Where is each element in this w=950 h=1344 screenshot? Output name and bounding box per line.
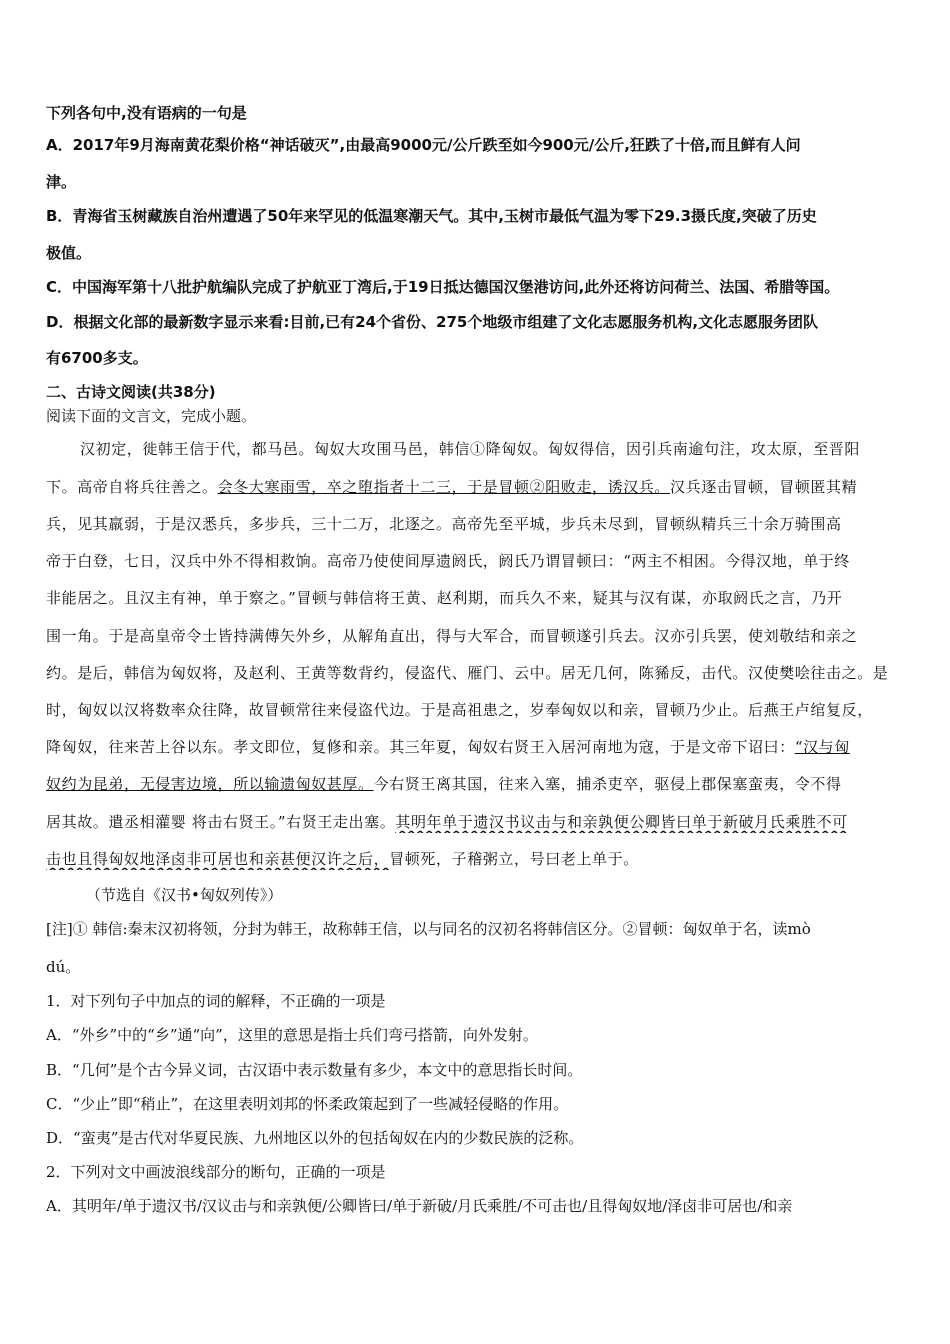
option-a-line1: A．2017年9月海南黄花梨价格“神话破灭”,由最高9000元/公斤跌至如今900元/公斤,狂跌了十倍,而且鲜有人问 bbox=[46, 136, 801, 154]
passage-line-11 bbox=[46, 811, 908, 833]
question-1-option-b: B．“几何”是个古今异义词，古汉语中表示数量有多少，本文中的意思指长时间。 bbox=[46, 1061, 583, 1079]
note-line-2: dú。 bbox=[46, 958, 81, 976]
option-b-line1: B．青海省玉树藏族自治州遭遇了50年来罕见的低温寒潮天气。其中,玉树市最低气温为零下29.3摄氏度,突破了历史 bbox=[46, 207, 817, 225]
wavy-line-text-cont: 击也且得匈奴地泽卤非可居也和亲甚便汉许之后， bbox=[46, 850, 390, 868]
question-1-option-c: C．“少止”即“稍止”，在这里表明刘邦的怀柔政策起到了一些减轻侵略的作用。 bbox=[46, 1095, 569, 1113]
option-a-line2: 津。 bbox=[46, 173, 77, 191]
underlined-sentence-1: 会冬大寒雨雪，卒之堕指者十二三，于是冒顿②阳败走，诱汉兵。 bbox=[217, 478, 671, 496]
section-intro: 阅读下面的文言文，完成小题。 bbox=[46, 407, 257, 425]
question-1-option-d: D．“蛮夷”是古代对华夏民族、九州地区以外的包括匈奴在内的少数民族的泛称。 bbox=[46, 1129, 584, 1147]
question-1-stem: 1．对下列句子中加点的词的解释，不正确的一项是 bbox=[46, 992, 386, 1010]
q-grammar-stem: 下列各句中,没有语病的一句是 bbox=[46, 104, 247, 122]
underlined-sentence-2: “汉与匈 bbox=[794, 738, 850, 756]
section-heading: 二、古诗文阅读(共38分) bbox=[46, 383, 216, 401]
passage-line-10 bbox=[46, 773, 908, 795]
passage-line-2 bbox=[46, 476, 908, 498]
option-d-line2: 有6700多支。 bbox=[46, 349, 148, 367]
passage-line-6: 围一角。于是高皇帝令士皆持满傅矢外乡，从解角直出，得与大军合，而冒顿遂引兵去。汉亦引兵罢，使刘敬结和亲之 bbox=[46, 627, 858, 645]
passage-line-5: 非能居之。且汉主有神，单于察之。”冒顿与韩信将王黄、赵利期，而兵久不来，疑其与汉有谋，亦取阏氏之言，乃开 bbox=[46, 589, 843, 607]
question-2-option-a: A．其明年/单于遗汉书/汉议击与和亲孰便/公卿皆曰/单于新破/月氏乘胜/不可击也/且得匈奴地/泽卤非可居也/和亲 bbox=[46, 1197, 793, 1215]
wavy-line-text: 其明年单于遗汉书议击与和亲孰便公卿皆曰单于新破月氏乘胜不可 bbox=[395, 813, 848, 831]
note-line-1: [注]① 韩信:秦末汉初将领，分封为韩王，故称韩王信，以与同名的汉初名将韩信区分。②冒顿：匈奴单于名，读mò bbox=[46, 920, 811, 938]
passage-line-3: 兵，见其羸弱，于是汉悉兵，多步兵，三十二万，北逐之。高帝先至平城，步兵未尽到，冒顿纵精兵三十余万骑围高 bbox=[46, 515, 842, 533]
passage-text: 今右贤王离其国，往来入塞，捕杀吏卒，驱侵上郡保塞蛮夷，令不得 bbox=[373, 775, 842, 793]
underlined-sentence-2-cont: 奴约为昆弟，无侵害边境，所以输遗匈奴甚厚。 bbox=[46, 775, 374, 793]
passage-text: 居其故。遣丞相灌婴 将击右贤王。”右贤王走出塞。 bbox=[46, 813, 396, 831]
option-c-line1: C．中国海军第十八批护航编队完成了护航亚丁湾后,于19日抵达德国汉堡港访问,此外还将访问荷兰、法国、希腊等国。 bbox=[46, 278, 840, 296]
question-2-stem: 2．下列对文中画波浪线部分的断句，正确的一项是 bbox=[46, 1163, 386, 1181]
passage-line-4: 帝于白登，七日，汉兵中外不得相救饷。高帝乃使使间厚遗阏氏，阏氏乃谓冒顿曰：“两主不相困。今得汉地，单于终 bbox=[46, 552, 850, 570]
passage-line-1: 汉初定，徙韩王信于代，都马邑。匈奴大攻围马邑，韩信①降匈奴。匈奴得信，因引兵南逾句注，攻太原，至晋阳 bbox=[80, 440, 861, 458]
question-1-option-a: A．“外乡”中的“乡”通“向”，这里的意思是指士兵们弯弓搭箭，向外发射。 bbox=[46, 1026, 538, 1044]
passage-line-7: 约。是后，韩信为匈奴将，及赵利、王黄等数背约，侵盗代、雁门、云中。居无几何，陈豨反，击代。汉使樊哙往击之。是 bbox=[46, 664, 889, 682]
passage-line-9 bbox=[46, 736, 908, 758]
passage-text: 降匈奴，往来苦上谷以东。孝文即位，复修和亲。其三年夏，匈奴右贤王入居河南地为寇，于是文帝下诏曰： bbox=[46, 738, 795, 756]
option-b-line2: 极值。 bbox=[46, 244, 92, 262]
passage-text: 下。高帝自将兵往善之。 bbox=[46, 478, 218, 496]
option-d-line1: D．根据文化部的最新数字显示来看:目前,已有24个省份、275个地级市组建了文化志愿服务机构,文化志愿服务团队 bbox=[46, 313, 819, 331]
passage-source: （节选自《汉书•匈奴列传》） bbox=[86, 886, 283, 904]
passage-line-8: 时，匈奴以汉将数率众往降，故冒顿常往来侵盗代边。于是高祖患之，岁奉匈奴以和亲，冒顿乃少止。后燕王卢绾复反， bbox=[46, 701, 873, 719]
passage-text: 冒顿死，子稽粥立，号曰老上单于。 bbox=[389, 850, 639, 868]
passage-line-12 bbox=[46, 848, 908, 870]
passage-text: 汉兵逐击冒顿，冒顿匿其精 bbox=[670, 478, 858, 496]
